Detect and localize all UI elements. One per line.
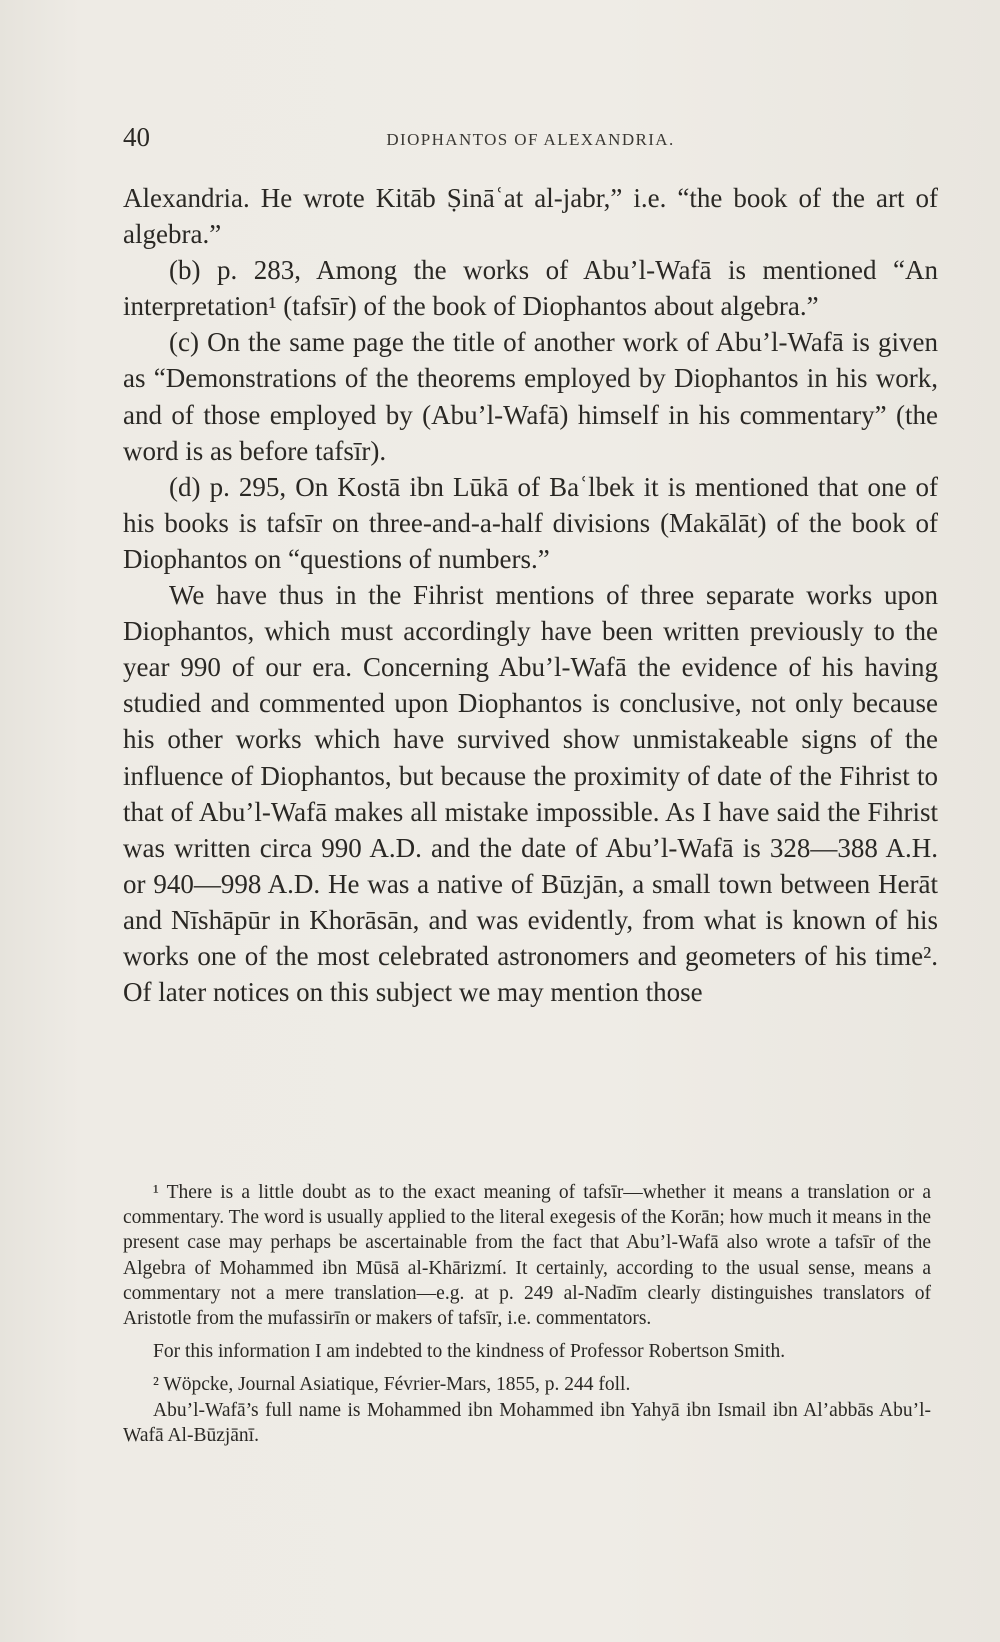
- main-text: [123, 180, 938, 1010]
- paragraph-continuation: Alexandria. He wrote Kitāb Ṣināʿat al-jabr,” i.e. “the book of the art of algebra.”: [123, 183, 938, 250]
- paragraph-b: (b) p. 283, Among the works of Abu’l-Wafā is mentioned “An interpretation¹ (tafsīr) of the book of Diophantos about algebra.”: [123, 255, 938, 322]
- paragraph-c: (c) On the same page the title of another work of Abu’l-Wafā is given as “Demonstrations of the theorems employed by Diophantos in his work, and of those employed by (Abu’l-Wafā) himself in his commentary” (the word is as before tafsīr).: [123, 327, 938, 466]
- footnote-2: ² Wöpcke, Journal Asiatique, Février-Mars, 1855, p. 244 foll.: [153, 1374, 631, 1396]
- page-number: 40: [123, 122, 150, 152]
- paragraph-d: (d) p. 295, On Kostā ibn Lūkā of Baʿlbek it is mentioned that one of his books is tafsīr on three-and-a-half divisions (Makālāt) of the book of Diophantos on “questions of numbers.”: [123, 471, 938, 574]
- footnote-2-addendum: Abu’l-Wafā’s full name is Mohammed ibn Mohammed ibn Yahyā ibn Ismail ibn Al’abbās Abu’l-Wafā Al-Būzjānī.: [123, 1399, 931, 1446]
- running-title: DIOPHANTOS OF ALEXANDRIA.: [386, 130, 675, 149]
- footnotes: [123, 1180, 931, 1448]
- footnote-1-addendum: For this information I am indebted to the kindness of Professor Robertson Smith.: [153, 1341, 786, 1363]
- running-head: [123, 122, 938, 162]
- footnote-1: ¹ There is a little doubt as to the exact meaning of tafsīr—whether it means a translation or a commentary. The word is usually applied to the literal exegesis of the Korān; how much it means in the present case may perhaps be ascertainable from the fact that Abu’l-Wafā also wrote a tafsīr of the Algebra of Mohammed ibn Mūsā al-Khārizmí. It certainly, according to the usual sense, means a commentary not a mere translation—e.g. at p. 249 al-Nadīm clearly distinguishes translators of Aristotle from the mufassirīn or makers of tafsīr, i.e. commentators.: [123, 1182, 931, 1330]
- paragraph-fihrist: We have thus in the Fihrist mentions of three separate works upon Diophantos, which must accordingly have been written previously to the year 990 of our era. Concerning Abu’l-Wafā the evidence of his having studied and commented upon Diophantos is conclusive, not only because his other works which have survived show unmistakeable signs of the influence of Diophantos, but because the proximity of date of the Fihrist to that of Abu’l-Wafā makes all mistake impossible. As I have said the Fihrist was written circa 990 A.D. and the date of Abu’l-Wafā is 328—388 A.H. or 940—998 A.D. He was a native of Būzjān, a small town between Herāt and Nīshāpūr in Khorāsān, and was evidently, from what is known of his works one of the most celebrated astronomers and geometers of his time². Of later notices on this subject we may mention those: [123, 580, 938, 1008]
